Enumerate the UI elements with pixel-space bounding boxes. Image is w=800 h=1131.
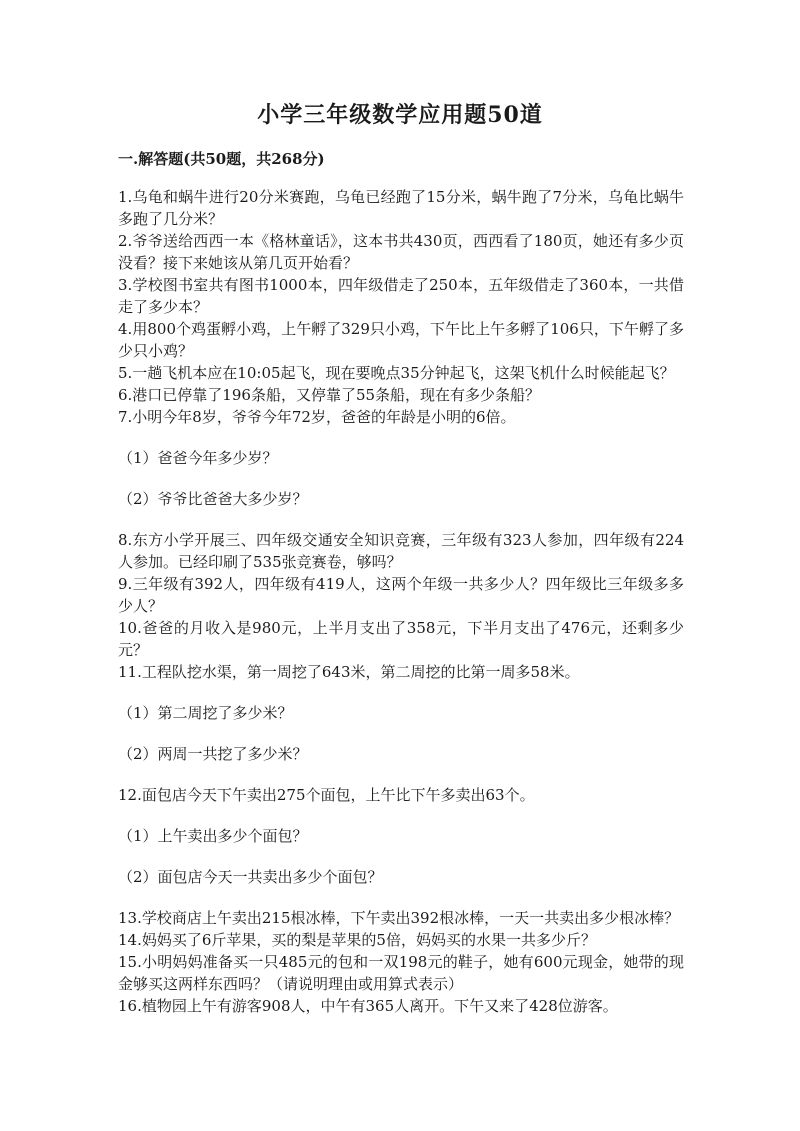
- question-11: 11.工程队挖水渠，第一周挖了643米，第二周挖的比第一周多58米。: [118, 663, 580, 681]
- question-16: 16.植物园上午有游客908人，中午有365人离开。下午又来了428位游客。: [118, 997, 618, 1015]
- question-11-sub-2: （2）两周一共挖了多少米？: [118, 745, 308, 763]
- question-8: 8.东方小学开展三、四年级交通安全知识竞赛，三年级有323人参加，四年级有224人参加。已经印刷了535张竞赛卷，够吗？: [118, 531, 684, 571]
- question-13: 13.学校商店上午卖出215根冰棒，下午卖出392根冰棒，一天一共卖出多少根冰棒？: [118, 909, 680, 927]
- section-heading: 一.解答题(共50题，共268分): [118, 150, 325, 168]
- question-6: 6.港口已停靠了196条船，又停靠了55条船，现在有多少条船？: [118, 386, 541, 404]
- question-4: 4.用800个鸡蛋孵小鸡，上午孵了329只小鸡，下午比上午多孵了106只，下午孵了多少只小鸡？: [118, 320, 684, 360]
- question-14: 14.妈妈买了6斤苹果，买的梨是苹果的5倍，妈妈买的水果一共多少斤？: [118, 931, 596, 949]
- question-12-sub-2: （2）面包店今天一共卖出多少个面包？: [118, 868, 383, 886]
- question-3: 3.学校图书室共有图书1000本，四年级借走了250本，五年级借走了360本，一共借走了多少本？: [118, 276, 684, 316]
- question-12-sub-1: （1）上午卖出多少个面包？: [118, 827, 308, 845]
- question-10: 10.爸爸的月收入是980元，上半月支出了358元，下半月支出了476元，还剩多少元？: [118, 619, 684, 659]
- question-7-sub-2: （2）爷爷比爸爸大多少岁？: [118, 490, 308, 508]
- question-15: 15.小明妈妈准备买一只485元的包和一双198元的鞋子，她有600元现金，她带的现金够买这两样东西吗？（请说明理由或用算式表示）: [118, 953, 684, 993]
- question-12: 12.面包店今天下午卖出275个面包，上午比下午多卖出63个。: [118, 786, 535, 804]
- question-7-sub-1: （1）爸爸今年多少岁？: [118, 449, 278, 467]
- question-1: 1.乌龟和蜗牛进行20分米赛跑，乌龟已经跑了15分米，蜗牛跑了7分米，乌龟比蜗牛多跑了几分米？: [118, 188, 684, 228]
- question-5: 5.一趟飞机本应在10:05起飞，现在要晚点35分钟起飞，这架飞机什么时候能起飞？: [118, 364, 675, 382]
- question-2: 2.爷爷送给西西一本《格林童话》，这本书共430页，西西看了180页，她还有多少页没看？接下来她该从第几页开始看？: [118, 232, 684, 272]
- question-9: 9.三年级有392人，四年级有419人，这两个年级一共多少人？四年级比三年级多多少人？: [118, 575, 684, 615]
- page-title: 小学三年级数学应用题50道: [257, 102, 543, 128]
- question-7: 7.小明今年8岁，爷爷今年72岁，爸爸的年龄是小明的6倍。: [118, 408, 516, 426]
- question-list: [118, 186, 684, 1017]
- question-11-sub-1: （1）第二周挖了多少米？: [118, 704, 293, 722]
